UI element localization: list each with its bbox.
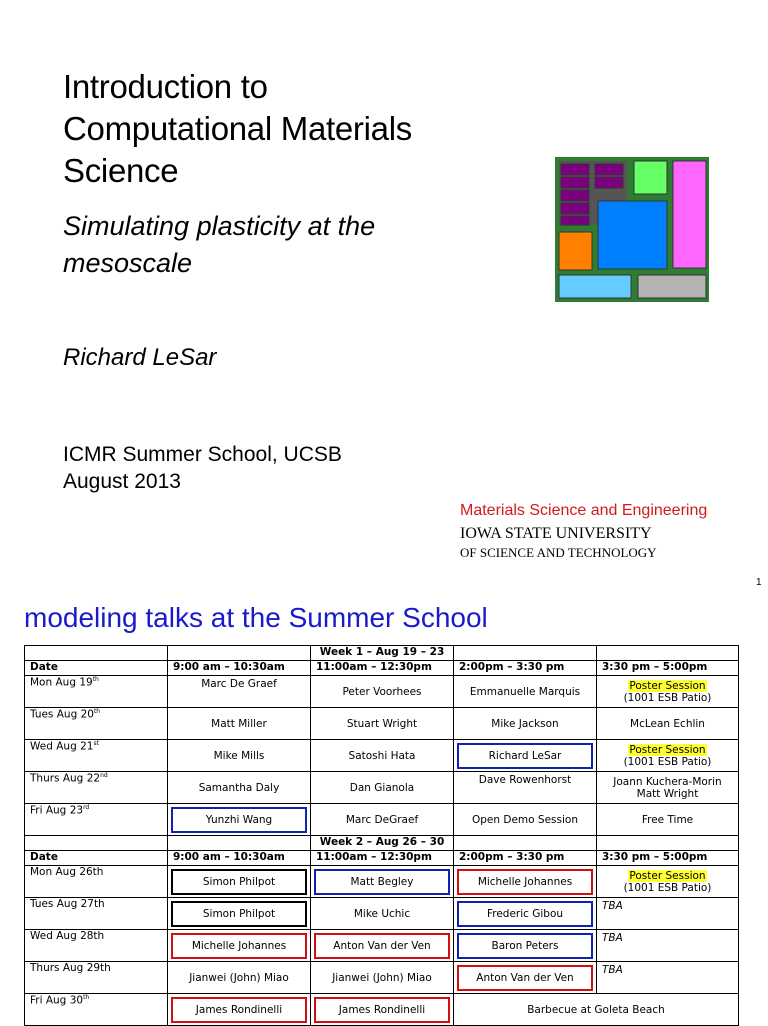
table-row: Thurs Aug 22nd Samantha Daly Dan Gianola Dave Rowenhorst Joann Kuchera-Morin Matt Wright bbox=[25, 772, 739, 804]
slide-subtitle bbox=[63, 208, 375, 282]
table-row: Fri Aug 30th James Rondinelli James Rondinelli Barbecue at Goleta Beach bbox=[25, 994, 739, 1026]
slide-title bbox=[63, 66, 412, 192]
schedule-table bbox=[24, 645, 739, 1026]
table-row: Thurs Aug 29th Jianwei (John) Miao Jianwei (John) Miao Anton Van der Ven TBA bbox=[25, 962, 739, 994]
subtitle-line-1: Simulating plasticity at the bbox=[63, 211, 376, 241]
author-name: Richard LeSar bbox=[63, 344, 217, 371]
title-line-3: Science bbox=[63, 152, 179, 189]
table-header-row bbox=[25, 661, 739, 676]
highlighted-talk: James Rondinelli bbox=[314, 997, 450, 1023]
table-header-row: Date 9:00 am – 10:30am 11:00am – 12:30pm 2:00pm – 3:30 pm 3:30 pm – 5:00pm bbox=[25, 851, 739, 866]
week2-label: Week 2 – Aug 26 – 30 bbox=[311, 836, 454, 851]
header-slot-3: 2:00pm – 3:30 pm bbox=[454, 661, 597, 676]
highlighted-talk: Baron Peters bbox=[457, 933, 593, 959]
highlighted-talk: Frederic Gibou bbox=[457, 901, 593, 927]
table-row: Fri Aug 23rd Yunzhi Wang Marc DeGraef Open Demo Session Free Time bbox=[25, 804, 739, 836]
highlighted-talk: Michelle Johannes bbox=[171, 933, 307, 959]
schedule-title: modeling talks at the Summer School bbox=[24, 602, 488, 633]
page-number: 1 bbox=[756, 577, 762, 588]
table-row: Tues Aug 20th Matt Miller Stuart Wright Mike Jackson McLean Echlin bbox=[25, 708, 739, 740]
highlighted-talk: Michelle Johannes bbox=[457, 869, 593, 895]
highlighted-talk: Simon Philpot bbox=[171, 901, 307, 927]
event-line-2: August 2013 bbox=[63, 470, 181, 493]
highlighted-talk: Anton Van der Ven bbox=[457, 965, 593, 991]
title-line-2: Computational Materials bbox=[63, 110, 412, 147]
highlighted-talk: Yunzhi Wang bbox=[171, 807, 307, 833]
header-date: Date bbox=[25, 661, 168, 676]
header-slot-1: 9:00 am – 10:30am bbox=[168, 661, 311, 676]
week1-label: Week 1 – Aug 19 – 23 bbox=[311, 646, 454, 661]
subtitle-line-2: mesoscale bbox=[63, 248, 193, 278]
table-row: Tues Aug 27th Simon Philpot Mike Uchic Frederic Gibou TBA bbox=[25, 898, 739, 930]
title-line-1: Introduction to bbox=[63, 68, 268, 105]
poster-session-badge: Poster Session bbox=[629, 679, 706, 692]
event-line-1: ICMR Summer School, UCSB bbox=[63, 443, 342, 466]
header-slot-4: 3:30 pm – 5:00pm bbox=[597, 661, 739, 676]
table-row: Wed Aug 28th Michelle Johannes Anton Van der Ven Baron Peters TBA bbox=[25, 930, 739, 962]
event-info bbox=[63, 441, 342, 495]
highlighted-talk: Simon Philpot bbox=[171, 869, 307, 895]
highlighted-talk: Matt Begley bbox=[314, 869, 450, 895]
university-subtitle: OF SCIENCE AND TECHNOLOGY bbox=[460, 545, 657, 560]
highlighted-talk: Anton Van der Ven bbox=[314, 933, 450, 959]
table-row: Wed Aug 21st Mike Mills Satoshi Hata Richard LeSar Poster Session (1001 ESB Patio) bbox=[25, 740, 739, 772]
table-row: Mon Aug 19th Marc De Graef Peter Voorhees Emmanuelle Marquis Poster Session (1001 ESB Patio) bbox=[25, 676, 739, 708]
poster-session-badge: Poster Session bbox=[629, 869, 706, 882]
table-row: Mon Aug 26th Simon Philpot Matt Begley Michelle Johannes Poster Session (1001 ESB Patio) bbox=[25, 866, 739, 898]
header-slot-2: 11:00am – 12:30pm bbox=[311, 661, 454, 676]
poster-session-badge: Poster Session bbox=[629, 743, 706, 756]
university-name: IOWA STATE UNIVERSITY bbox=[460, 525, 652, 542]
highlighted-talk: Richard LeSar bbox=[457, 743, 593, 769]
highlighted-talk: James Rondinelli bbox=[171, 997, 307, 1023]
mesoscale-logo-icon bbox=[555, 157, 709, 302]
department-name: Materials Science and Engineering bbox=[460, 502, 708, 519]
